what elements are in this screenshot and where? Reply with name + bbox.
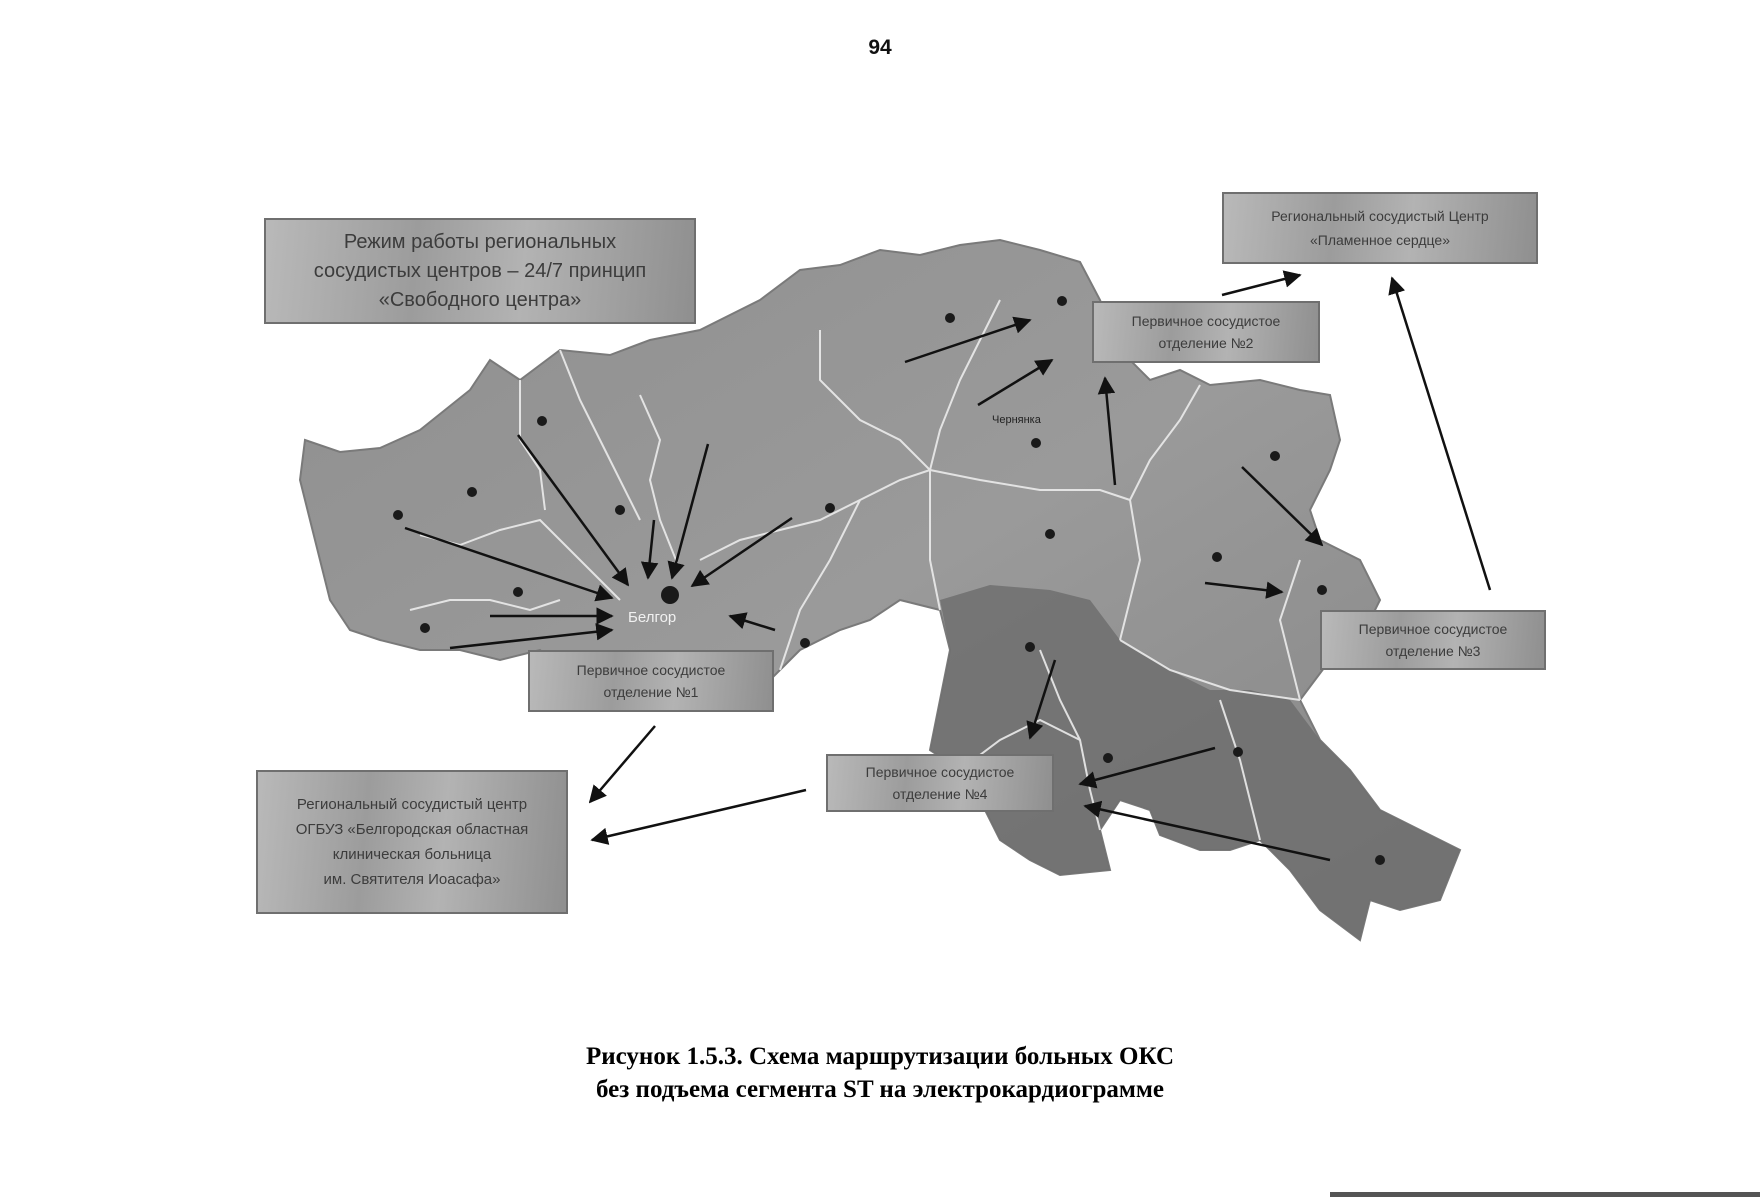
- regime-info-box: [264, 218, 696, 324]
- dept3-line-1: Первичное сосудистое: [1358, 621, 1508, 637]
- district-dot: [467, 487, 477, 497]
- district-dot: [1057, 296, 1067, 306]
- hospital-line-1: Региональный сосудистый центр: [296, 796, 528, 813]
- arrow: [590, 726, 655, 802]
- district-dot: [1025, 642, 1035, 652]
- district-dot: [800, 638, 810, 648]
- primary-dept-4-box: [826, 754, 1054, 812]
- primary-dept-3-box: [1320, 610, 1546, 670]
- district-dot: [945, 313, 955, 323]
- chernyanka-label: Чернянка: [992, 414, 1041, 426]
- arrow: [592, 790, 806, 840]
- figure-caption: [0, 1040, 1760, 1106]
- district-dot: [1103, 753, 1113, 763]
- heart-line-2: «Пламенное сердце»: [1310, 232, 1450, 248]
- regime-line-1: Режим работы региональных: [343, 230, 617, 253]
- hospital-line-4: им. Святителя Иоасафа»: [323, 871, 501, 888]
- district-dot: [1212, 552, 1222, 562]
- district-dot: [1317, 585, 1327, 595]
- district-dot: [825, 503, 835, 513]
- hospital-line-2: ОГБУЗ «Белгородская областная: [295, 821, 529, 838]
- dept4-line-2: отделение №4: [892, 786, 988, 802]
- primary-dept-2-box: [1092, 301, 1320, 363]
- primary-dept-1-box: [528, 650, 774, 712]
- hospital-line-3: клиническая больница: [332, 846, 492, 863]
- district-dot: [1045, 529, 1055, 539]
- district-dot: [1270, 451, 1280, 461]
- caption-line-2: без подъема сегмента ST на электрокардиограмме: [595, 1076, 1165, 1103]
- page-number: 94: [868, 36, 892, 59]
- regional-center-hospital-box: [256, 770, 568, 914]
- regime-line-3: «Свободного центра»: [378, 288, 582, 311]
- district-dot: [615, 505, 625, 515]
- district-dot: [1375, 855, 1385, 865]
- belgorod-label: Белгор: [628, 609, 677, 626]
- caption-line-1: Рисунок 1.5.3. Схема маршрутизации больных ОКС: [585, 1043, 1175, 1070]
- dept1-line-2: отделение №1: [603, 684, 699, 700]
- arrow: [1392, 278, 1490, 590]
- dept4-line-1: Первичное сосудистое: [865, 764, 1015, 780]
- district-dot: [1031, 438, 1041, 448]
- dept3-line-2: отделение №3: [1385, 643, 1481, 659]
- dept1-line-1: Первичное сосудистое: [576, 662, 726, 678]
- dept2-line-2: отделение №2: [1158, 335, 1254, 351]
- district-dot: [393, 510, 403, 520]
- dept2-line-1: Первичное сосудистое: [1131, 313, 1281, 329]
- district-dot: [420, 623, 430, 633]
- regime-line-2: сосудистых центров – 24/7 принцип: [313, 259, 647, 282]
- district-dot: [537, 416, 547, 426]
- scan-edge-line: [1330, 1192, 1760, 1197]
- heart-line-1: Региональный сосудистый Центр: [1271, 208, 1489, 224]
- regional-center-heart-box: [1222, 192, 1538, 264]
- arrow: [1222, 275, 1300, 295]
- district-dot: [1233, 747, 1243, 757]
- belgorod-center-dot: [661, 586, 679, 604]
- district-dot: [513, 587, 523, 597]
